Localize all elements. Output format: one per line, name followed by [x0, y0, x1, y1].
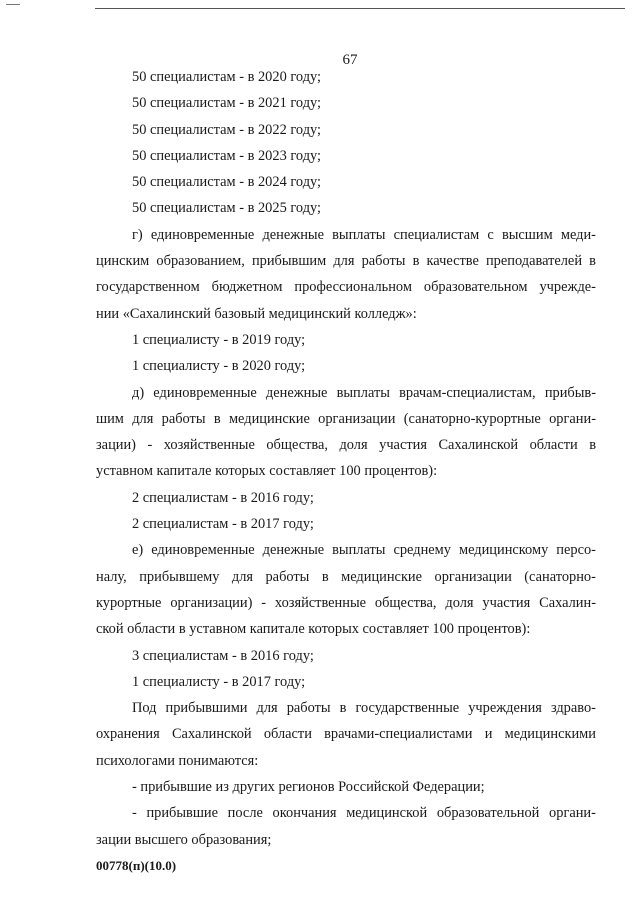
paragraph-line [96, 800, 596, 826]
text-line: 1 специалисту - в 2020 году; [132, 358, 306, 375]
word: после [227, 805, 263, 822]
word: прибывшему [139, 568, 220, 585]
word: медицинскими [504, 726, 596, 743]
word: области [263, 726, 312, 743]
page-number: 67 [342, 52, 358, 68]
paragraph-line [96, 432, 596, 458]
word: образовательном [423, 279, 528, 296]
word: - [147, 437, 153, 454]
word: государственные [355, 700, 460, 717]
word: учрежде- [539, 279, 596, 296]
word: денежные [262, 226, 324, 243]
word: хозяйственные [163, 437, 255, 454]
word: денежные [265, 384, 328, 401]
word: общества, [266, 437, 328, 454]
word: медицинские [341, 568, 423, 585]
word: Сахалинской [438, 437, 519, 454]
word: органи- [549, 805, 596, 822]
paragraph-line [96, 248, 596, 274]
word: - [261, 594, 267, 611]
word: доля [339, 437, 368, 454]
word: меди- [560, 226, 596, 243]
document-code: 00778(п)(10.0) [96, 858, 177, 873]
word: в [412, 253, 420, 270]
word: работы [265, 568, 310, 585]
word: охранения [96, 726, 160, 743]
paragraph-line [96, 590, 596, 616]
word: Под [132, 700, 157, 717]
word: для [231, 568, 253, 585]
word: специалистам [393, 226, 480, 243]
word: в [589, 437, 596, 454]
word: образовательной [436, 805, 540, 822]
word: качестве [426, 253, 479, 270]
word: в [589, 253, 596, 270]
word: прибыв- [544, 384, 596, 401]
word: прибывшим [251, 253, 327, 270]
word: в [321, 568, 329, 585]
word: доля [445, 594, 474, 611]
word: единовременные [153, 384, 257, 401]
word: для [256, 700, 278, 717]
text-line: 2 специалистам - в 2016 году; [132, 489, 314, 506]
word: Сахалинской [171, 726, 252, 743]
text-line: зации высшего образования; [96, 831, 272, 848]
word: хозяйственные [274, 594, 367, 611]
word: выплаты [336, 384, 390, 401]
word: организации [318, 410, 396, 427]
text-line: 2 специалистам - в 2017 году; [132, 516, 314, 533]
word: участия [482, 594, 531, 611]
text-line: нии «Сахалинский базовый медицинский колледж»: [96, 305, 417, 322]
word: преподавателей [485, 253, 583, 270]
word: окончания [272, 805, 337, 822]
word: здраво- [550, 700, 596, 717]
word: шим [96, 410, 124, 427]
scan-corner-mark [6, 4, 20, 5]
word: зации) [96, 437, 136, 454]
word: (санаторно- [524, 568, 596, 585]
text-line: 1 специалисту - в 2017 году; [132, 673, 306, 690]
word: Сахалин- [539, 594, 596, 611]
text-line: 50 специалистам - в 2021 году; [132, 95, 322, 112]
paragraph-line [96, 222, 596, 248]
word: налу, [96, 568, 127, 585]
word: персо- [556, 542, 596, 559]
word: участия [379, 437, 427, 454]
word: единовременные [150, 226, 255, 243]
paragraph-line [96, 406, 596, 432]
word: работы [161, 410, 206, 427]
text-line: 50 специалистам - в 2023 году; [132, 147, 322, 164]
word: г) [132, 226, 143, 243]
text-line: 50 специалистам - в 2020 году; [132, 69, 322, 85]
paragraph-line [96, 380, 596, 406]
word: государственном [96, 279, 200, 296]
paragraph-line [96, 695, 596, 721]
word: единовременные [151, 542, 255, 559]
word: медицинскому [458, 542, 549, 559]
word: е) [132, 542, 144, 559]
text-line: - прибывшие из других регионов Российской Федерации; [132, 779, 485, 796]
word: организации [434, 568, 512, 585]
word: медицинской [346, 805, 428, 822]
text-line: 1 специалисту - в 2019 году; [132, 331, 306, 348]
word: высшим [501, 226, 553, 243]
paragraph-line [96, 274, 596, 300]
word: работы [286, 700, 331, 717]
word: прибывшими [165, 700, 248, 717]
body-text [96, 64, 596, 853]
text-line: ской области в уставном капитале которых составляет 100 процентов): [96, 621, 531, 638]
text-line: психологами понимаются: [96, 752, 259, 769]
word: работы [361, 253, 406, 270]
word: образованием, [156, 253, 245, 270]
word: учреждения [468, 700, 542, 717]
text-line: 3 специалистам - в 2016 году; [132, 647, 314, 664]
word: врачами-специалистами [324, 726, 473, 743]
text-line: 50 специалистам - в 2022 году; [132, 121, 322, 138]
word: д) [132, 384, 145, 401]
word: выплаты [332, 542, 386, 559]
text-line: 50 специалистам - в 2024 году; [132, 174, 322, 191]
word: для [333, 253, 355, 270]
text-line: 50 специалистам - в 2025 году; [132, 200, 322, 217]
word: в [213, 410, 221, 427]
word: в [339, 700, 347, 717]
word: курортные [96, 594, 162, 611]
paragraph-line [96, 537, 596, 563]
word: и [484, 726, 493, 743]
word: денежные [262, 542, 325, 559]
word: области [529, 437, 578, 454]
top-rule [95, 8, 625, 9]
paragraph-line [96, 564, 596, 590]
word: (санаторно-курортные [403, 410, 541, 427]
word: среднему [393, 542, 451, 559]
word: выплаты [332, 226, 386, 243]
word: бюджетном [211, 279, 283, 296]
word: организации) [170, 594, 253, 611]
word: медицинские [228, 410, 310, 427]
word: органи- [549, 410, 596, 427]
word: для [132, 410, 154, 427]
text-line: уставном капитале которых составляет 100 процентов): [96, 463, 438, 480]
word: врачам-специалистам, [399, 384, 536, 401]
word: цинским [96, 253, 150, 270]
word: профессиональном [294, 279, 412, 296]
word: общества, [374, 594, 437, 611]
word: прибывшие [146, 805, 219, 822]
word: - [132, 805, 137, 822]
word: с [487, 226, 494, 243]
paragraph-line [96, 721, 596, 747]
